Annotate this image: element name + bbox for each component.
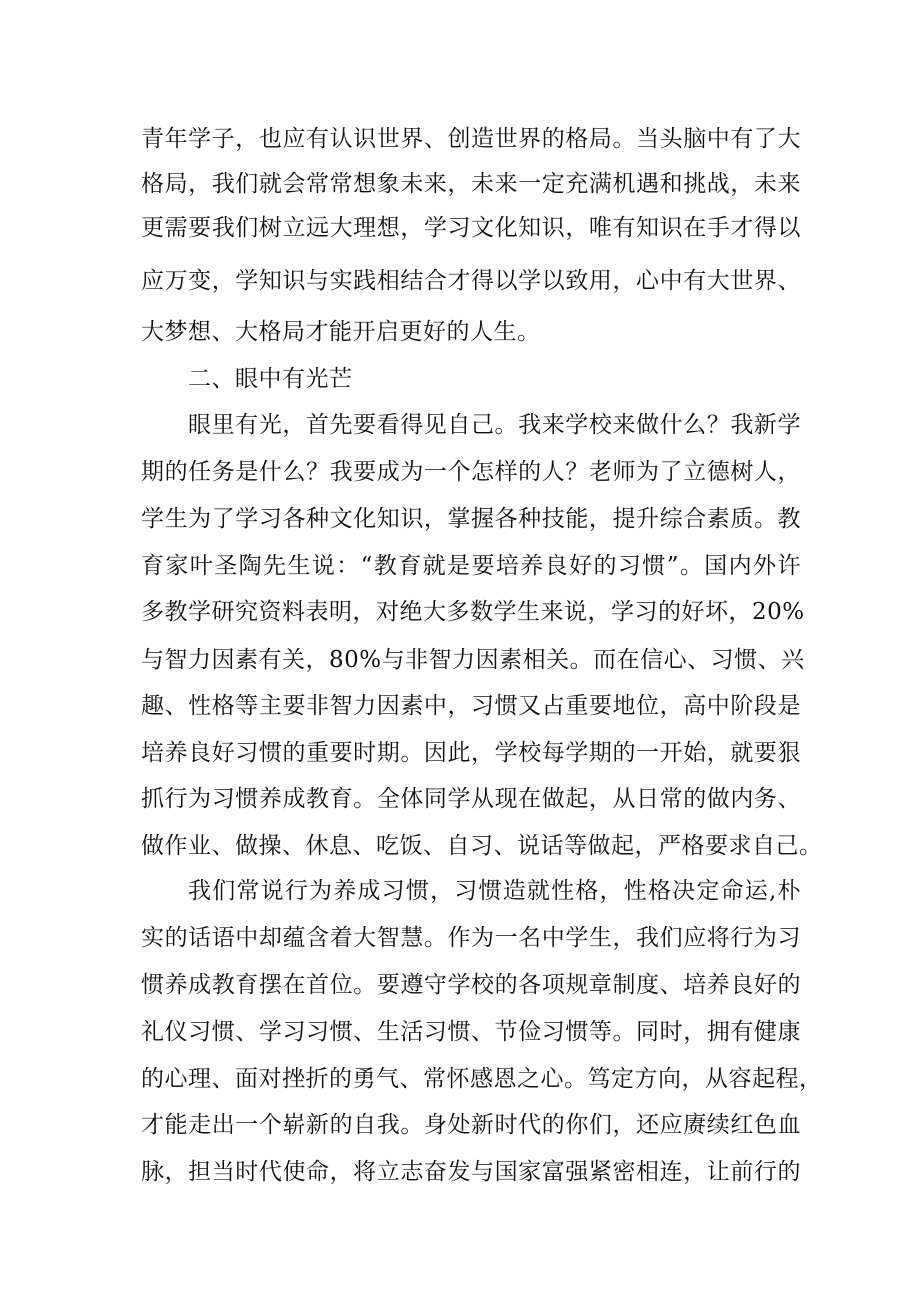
section-heading: 二、眼中有光芒 bbox=[188, 366, 353, 392]
text-line: 眼里有光，首先要看得见自己。我来学校来做什么？我新学 bbox=[188, 412, 801, 438]
text-line: 格局，我们就会常常想象未来，未来一定充满机遇和挑战，未来 bbox=[141, 171, 801, 197]
text-line: 青年学子，也应有认识世界、创造世界的格局。当头脑中有了大 bbox=[141, 126, 801, 152]
text-line: 脉，担当时代使命，将立志奋发与国家富强紧密相连，让前行的 bbox=[141, 1159, 801, 1185]
text-line: 学生为了学习各种文化知识，掌握各种技能，提升综合素质。教 bbox=[141, 506, 801, 532]
text-line: 实的话语中却蕴含着大智慧。作为一名中学生，我们应将行为习 bbox=[141, 925, 801, 951]
text-line: 的心理、面对挫折的勇气、常怀感恩之心。笃定方向，从容起程， bbox=[141, 1066, 823, 1092]
text-line: 趣、性格等主要非智力因素中，习惯又占重要地位，高中阶段是 bbox=[141, 693, 801, 719]
text-line: 做作业、做操、休息、吃饭、自习、说话等做起，严格要求自己。 bbox=[141, 833, 823, 859]
text-line: 惯养成教育摆在首位。要遵守学校的各项规章制度、培养良好的 bbox=[141, 972, 801, 998]
text-line: 更需要我们树立远大理想，学习文化知识，唯有知识在手才得以 bbox=[141, 215, 801, 241]
text-line: 大梦想、大格局才能开启更好的人生。 bbox=[141, 319, 541, 345]
text-line: 与智力因素有关，80%与非智力因素相关。而在信心、习惯、兴 bbox=[141, 647, 805, 673]
text-line: 才能走出一个崭新的自我。身处新时代的你们，还应赓续红色血 bbox=[141, 1112, 801, 1138]
text-line: 培养良好习惯的重要时期。因此，学校每学期的一开始，就要狠 bbox=[141, 740, 801, 766]
text-line: 我们常说行为养成习惯，习惯造就性格，性格决定命运,朴 bbox=[188, 878, 801, 904]
text-line: 期的任务是什么？我要成为一个怎样的人？老师为了立德树人， bbox=[141, 459, 801, 485]
text-line: 多教学研究资料表明，对绝大多数学生来说，学习的好坏，20% bbox=[141, 599, 805, 625]
text-line: 礼仪习惯、学习习惯、生活习惯、节俭习惯等。同时，拥有健康 bbox=[141, 1019, 801, 1045]
text-line: 应万变，学知识与实践相结合才得以学以致用，心中有大世界、 bbox=[141, 268, 801, 294]
text-line: 育家叶圣陶先生说：“教育就是要培养良好的习惯”。国内外许 bbox=[141, 553, 801, 579]
text-line: 抓行为习惯养成教育。全体同学从现在做起，从日常的做内务、 bbox=[141, 786, 801, 812]
